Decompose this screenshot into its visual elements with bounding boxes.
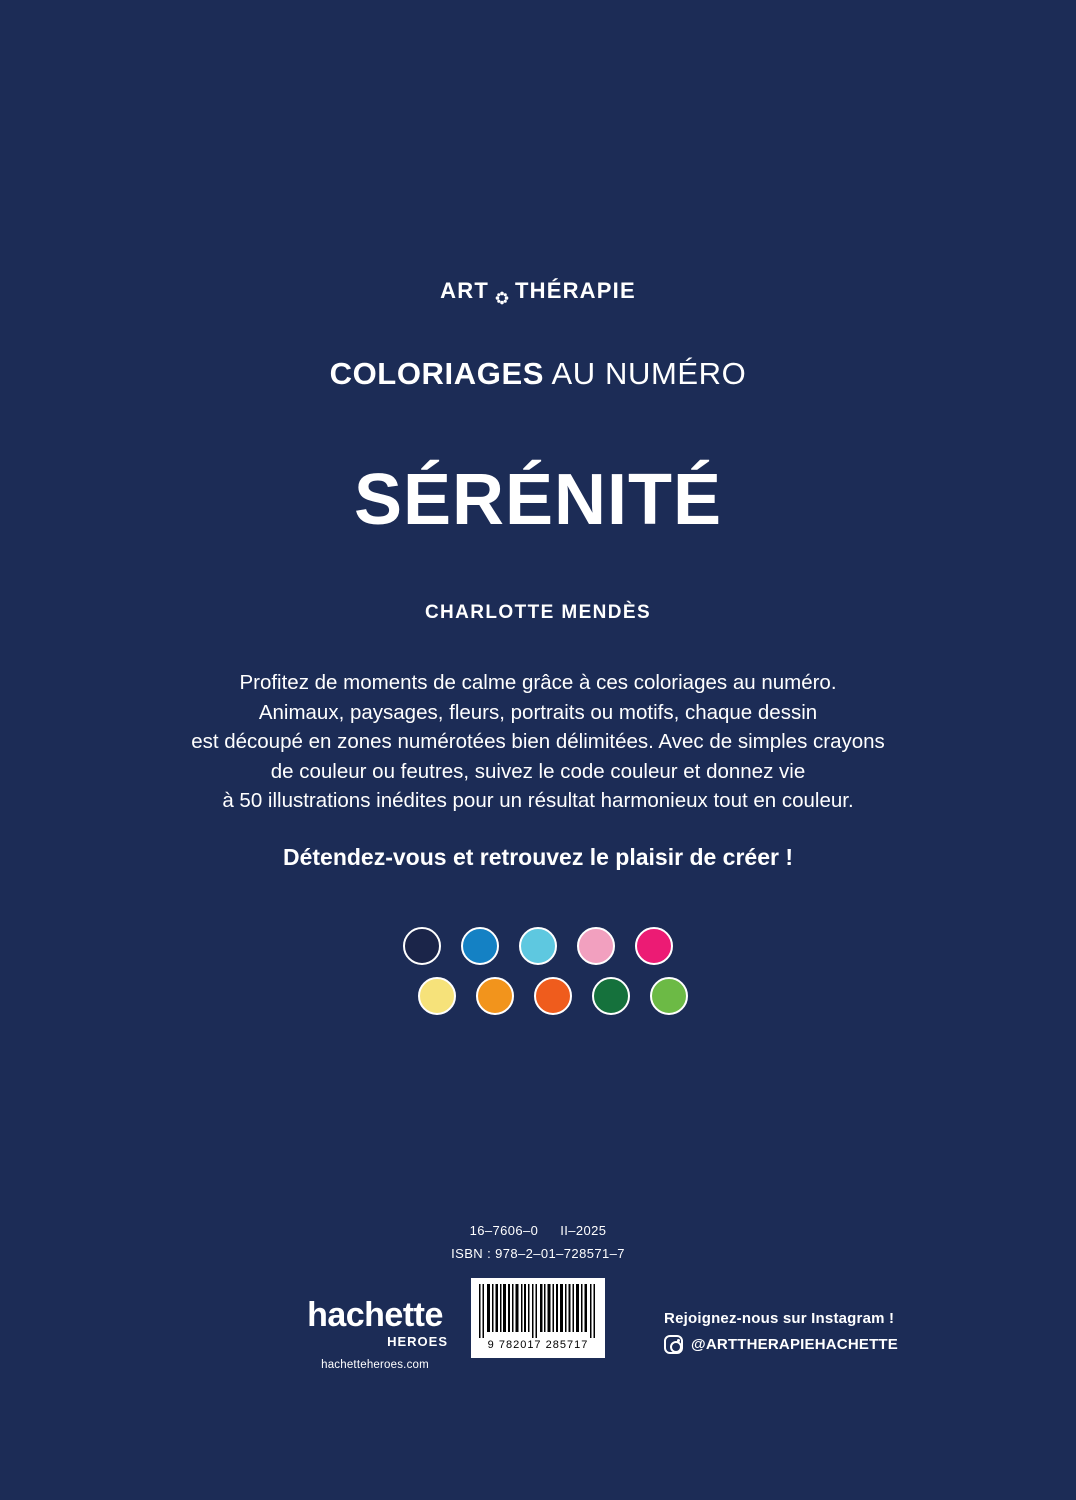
blurb-line: Profitez de moments de calme grâce à ces coloriages au numéro. — [239, 671, 837, 694]
blurb-line: à 50 illustrations inédites pour un résultat harmonieux tout en couleur. — [222, 789, 854, 813]
social-handle: @ARTTHERAPIEHACHETTE — [691, 1336, 898, 1353]
swatch-pink — [577, 927, 615, 965]
flower-icon — [495, 285, 509, 299]
barcode-digits: 9 782017 285717 — [487, 1339, 589, 1351]
date-code: II–2025 — [560, 1223, 607, 1238]
cover-footer — [0, 1170, 1076, 1500]
codes-block — [0, 1220, 1076, 1266]
book-author: CHARLOTTE MENDÈS — [424, 602, 652, 623]
isbn-line: ISBN : 978–2–01–728571–7 — [451, 1245, 625, 1261]
reference-code: 16–7606–0 — [469, 1223, 539, 1238]
collection-label-left: ART — [440, 278, 489, 303]
swatch-navy — [403, 927, 441, 965]
swatch-dark-green — [592, 977, 630, 1015]
blurb-line: Animaux, paysages, fleurs, portraits ou motifs, chaque dessin — [258, 700, 818, 724]
swatch-light-blue — [519, 927, 557, 965]
publisher-sub: HEROES — [387, 1334, 448, 1349]
series-light: AU NUMÉRO — [551, 356, 747, 391]
tagline: Détendez-vous et retrouvez le plaisir de créer ! — [282, 843, 793, 870]
series-strong: COLORIAGES — [329, 356, 545, 391]
collection-label-right: THÉRAPIE — [514, 278, 636, 303]
book-title: SÉRÉNITÉ — [353, 460, 723, 540]
swatch-row-1 — [378, 927, 698, 965]
publisher-logo — [300, 1298, 450, 1371]
instagram-icon — [664, 1335, 683, 1354]
color-swatches — [378, 927, 698, 1015]
swatch-light-green — [650, 977, 688, 1015]
swatch-row-2 — [378, 977, 698, 1015]
blurb-line: de couleur ou feutres, suivez le code couleur et donnez vie — [270, 759, 806, 783]
publisher-name: hachette — [307, 1296, 443, 1334]
reference-line — [0, 1220, 1076, 1243]
swatch-yellow — [418, 977, 456, 1015]
collection-label — [0, 278, 1076, 304]
publisher-website: hachetteheroes.com — [321, 1359, 429, 1371]
social-block — [664, 1310, 898, 1354]
swatch-blue — [461, 927, 499, 965]
swatch-magenta — [635, 927, 673, 965]
barcode — [471, 1278, 605, 1358]
blurb-line: est découpé en zones numérotées bien délimitées. Avec de simples crayons — [191, 730, 885, 754]
swatch-orange — [476, 977, 514, 1015]
blurb-text — [168, 668, 908, 816]
swatch-dark-orange — [534, 977, 572, 1015]
social-handle-row — [664, 1335, 898, 1354]
social-invite: Rejoignez-nous sur Instagram ! — [664, 1310, 895, 1327]
series-line — [0, 356, 1076, 392]
